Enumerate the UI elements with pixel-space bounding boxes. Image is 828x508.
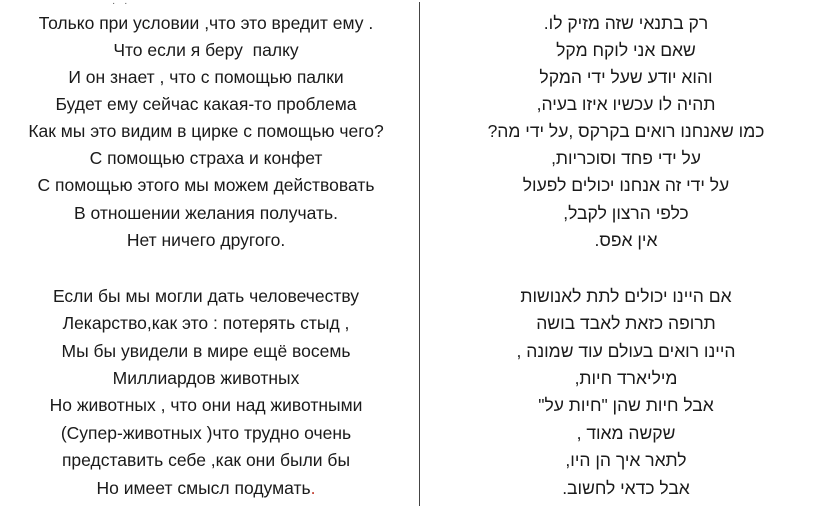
ru-stanza1-line-1: Только при условии ,что это вредит ему . <box>38 13 374 33</box>
he-stanza2-line-3: היינו רואים בעולם עוד שמונה , <box>516 341 736 361</box>
ru-stanza2-line-3: Мы бы увидели в мире ещё восемь <box>61 341 351 361</box>
he-stanza1-line-6: על ידי פחד וסוכריות, <box>551 148 701 168</box>
ru-stanza1-line-4: Будет ему сейчас какая-то проблема <box>55 94 357 114</box>
he-stanza2-line-6: שקשה מאוד , <box>576 423 676 443</box>
he-stanza1-line-8: כלפי הרצון לקבל, <box>563 203 689 223</box>
he-stanza1-line-2: שאם אני לוקח מקל <box>556 40 696 60</box>
he-stanza2-line-5: אבל חיות שהן "חיות על" <box>538 395 714 415</box>
ru-stanza1-line-7: С помощью этого мы можем действовать <box>37 175 375 195</box>
he-stanza1-line-7: על ידי זה אנחנו יכולים לפעול <box>522 175 730 195</box>
he-stanza1-line-4: תהיה לו עכשיו איזו בעיה, <box>536 94 716 114</box>
he-stanza2-line-7: לתאר איך הן היו, <box>565 450 687 470</box>
ru-last-line-text: Но имеет смысл подумать <box>96 478 311 498</box>
he-stanza1-line-3: והוא יודע שעל ידי המקל <box>539 67 713 87</box>
he-stanza2-line-8: אבל כדאי לחשוב. <box>562 478 690 498</box>
ru-stanza2-line-5: Но животных , что они над животными <box>49 395 363 415</box>
ru-last-line-period: . <box>310 478 316 498</box>
he-stanza1-line-9: אין אפס. <box>594 230 658 250</box>
ru-stanza2-line-1: Если бы мы могли дать человечеству <box>52 286 360 306</box>
ru-stanza1-line-9: Нет ничего другого. <box>126 230 286 250</box>
ru-stanza1-line-8: В отношении желания получать. <box>74 203 338 223</box>
ru-stanza2-line-7: представить себе ,как они были бы <box>61 450 351 470</box>
russian-column <box>0 0 412 508</box>
he-stanza2-line-1: אם היינו יכולים לתת לאנושות <box>520 286 732 306</box>
he-stanza2-line-4: מיליארד חיות, <box>574 368 678 388</box>
ru-stanza2-line-6: (Супер-животных )что трудно очень <box>60 423 352 443</box>
ru-stanza1-line-6: С помощью страха и конфет <box>89 148 323 168</box>
he-stanza2-line-2: תרופה כזאת לאבד בושה <box>536 313 716 333</box>
he-stanza1-line-5: כמו שאנחנו רואים בקרקס ,על ידי מה? <box>487 121 765 141</box>
ru-stanza2-line-2: Лекарство,как это : потерять стыд , <box>62 313 350 333</box>
ru-stanza1-line-5: Как мы это видим в цирке с помощью чего? <box>28 121 384 141</box>
ru-stanza1-line-2: Что если я беру палку <box>113 40 299 60</box>
column-divider <box>419 2 420 506</box>
top-edge-marks: · · <box>112 0 131 9</box>
ru-stanza1-line-3: И он знает , что с помощью палки <box>68 67 344 87</box>
ru-stanza2-line-8 <box>0 475 412 502</box>
ru-stanza2-line-4: Миллиардов животных <box>112 368 300 388</box>
he-stanza1-line-1: רק בתנאי שזה מזיק לו. <box>543 13 709 33</box>
hebrew-column <box>424 0 828 508</box>
